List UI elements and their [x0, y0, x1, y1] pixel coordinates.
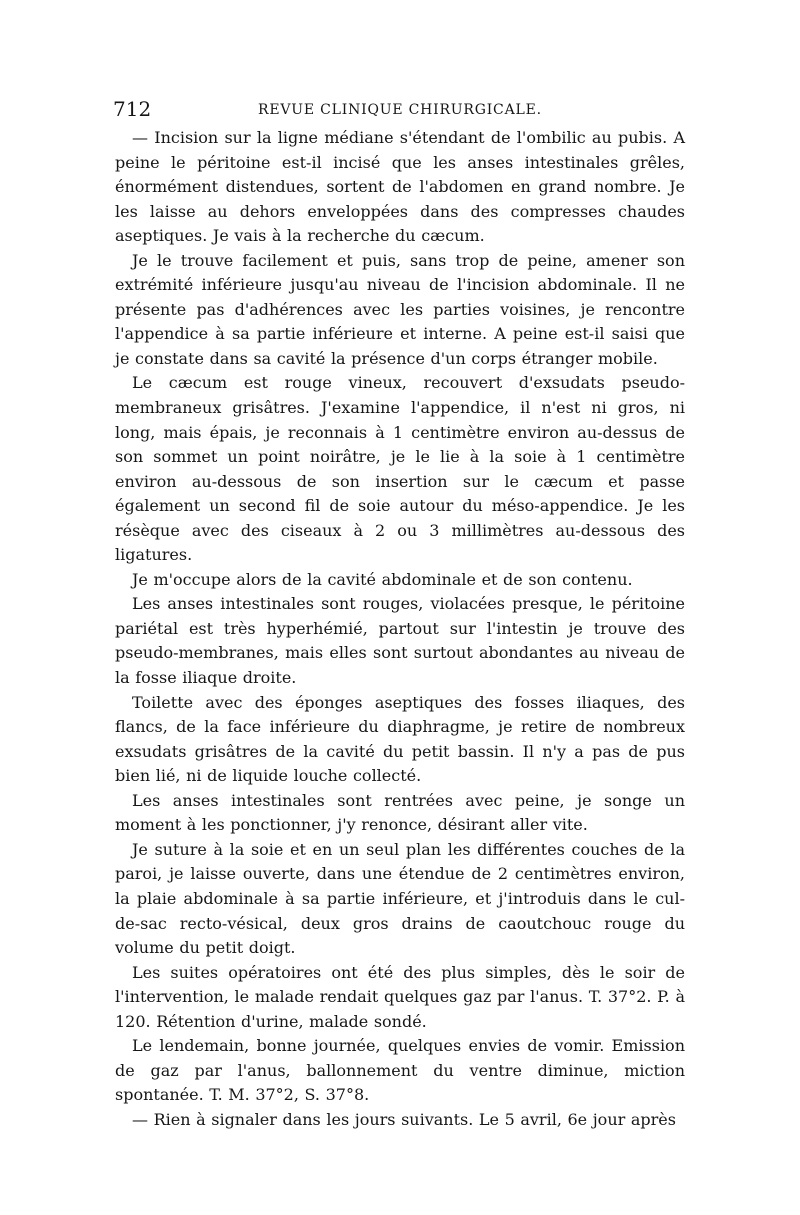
paragraph: — Rien à signaler dans les jours suivants. Le 5 avril, 6e jour après [132, 1109, 676, 1129]
paragraph: Le lendemain, bonne journée, quelques envies de vomir. Emission de gaz par l'anus, ballonnement du ventre diminue, miction spontanée. T. M. 37°2, S. 37°8. [115, 1036, 685, 1105]
document-page [115, 96, 685, 1132]
body-text [115, 126, 685, 1132]
paragraph: Les anses intestinales sont rentrées avec peine, je songe un moment à les ponctionner, j'y renonce, désirant aller vite. [115, 790, 685, 835]
page-number: 712 [113, 97, 152, 121]
paragraph: Toilette avec des éponges aseptiques des fosses iliaques, des flancs, de la face inférieure du diaphragme, je retire de nombreux exsudats grisâtres de la cavité du petit bassin. Il n'y a pas de pus bien lié, ni de liquide louche collecté. [115, 692, 685, 786]
paragraph: Je suture à la soie et en un seul plan les différentes couches de la paroi, je laisse ouverte, dans une étendue de 2 centimètres environ, la plaie abdominale à sa partie inférieure, et j'introduis dans le cul-de-sac recto-vésical, deux gros drains de caoutchouc rouge du volume du petit doigt. [115, 839, 685, 958]
paragraph: Je le trouve facilement et puis, sans trop de peine, amener son extrémité inférieure jusqu'au niveau de l'incision abdominale. Il ne présente pas d'adhérences avec les parties voisines, je rencontre l'appendice à sa partie inférieure et interne. A peine est-il saisi que je constate dans sa cavité la présence d'un corps étranger mobile. [115, 250, 685, 368]
paragraph: Les anses intestinales sont rouges, violacées presque, le péritoine pariétal est très hyperhémié, partout sur l'intestin je trouve des pseudo-membranes, mais elles sont surtout abondantes au niveau de la fosse iliaque droite. [115, 594, 685, 688]
paragraph: Le cæcum est rouge vineux, recouvert d'exsudats pseudo-membraneux grisâtres. J'examine l'appendice, il n'est ni gros, ni long, mais épais, je reconnais à 1 centimètre environ au-dessus de son sommet un point noirâtre, je le lie à la soie à 1 centimètre environ au-dessous de son insertion sur le cæcum et passe également un second fil de soie autour du méso-appendice. Je les résèque avec des ciseaux à 2 ou 3 millimètres au-dessous des ligatures. [115, 373, 685, 565]
paragraph: Je m'occupe alors de la cavité abdominale et de son contenu. [132, 569, 633, 589]
journal-title: REVUE CLINIQUE CHIRURGICALE. [258, 102, 542, 118]
running-header [115, 96, 685, 122]
paragraph: Les suites opératoires ont été des plus simples, dès le soir de l'intervention, le malade rendait quelques gaz par l'anus. T. 37°2. P. à 120. Rétention d'urine, malade sondé. [115, 962, 685, 1031]
paragraph: — Incision sur la ligne médiane s'étendant de l'ombilic au pubis. A peine le péritoine est-il incisé que les anses intestinales grêles, énormément distendues, sortent de l'abdomen en grand nombre. Je les laisse au dehors enveloppées dans des compresses chaudes aseptiques. Je vais à la recherche du cæcum. [115, 128, 685, 246]
